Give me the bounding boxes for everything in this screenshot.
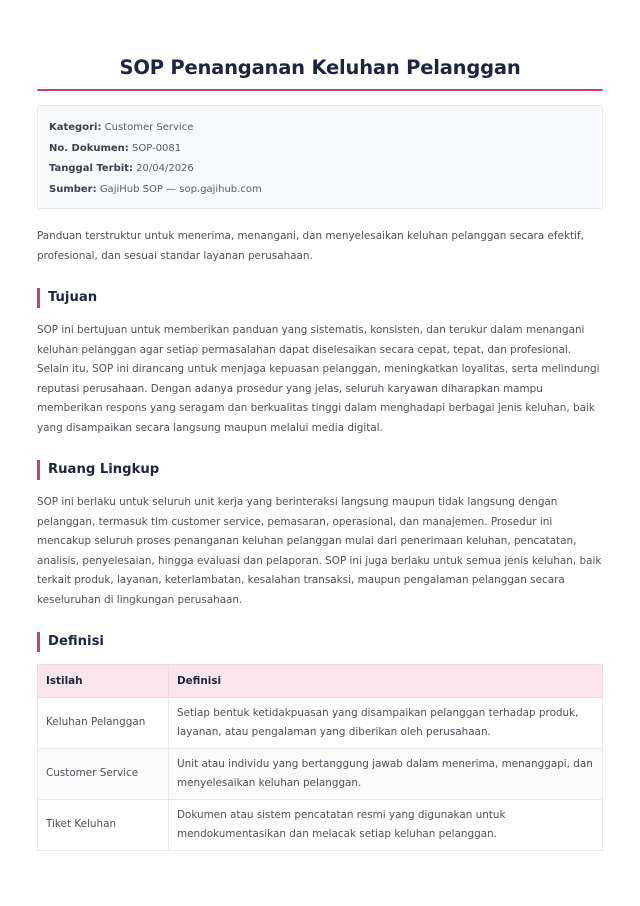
table-row [38,698,603,749]
definition-cell: Dokumen atau sistem pencatatan resmi yang digunakan untuk mendokumentasikan dan melacak setiap keluhan pelanggan. [169,800,603,851]
document-metadata [37,105,603,209]
page-title: SOP Penanganan Keluhan Pelanggan [119,56,521,79]
meta-value: 20/04/2026 [136,163,194,174]
intro-paragraph: Panduan terstruktur untuk menerima, menangani, dan menyelesaikan keluhan pelanggan secara efektif, profesional, dan sesuai standar layanan perusahaan. [37,230,584,262]
table-row [38,749,603,800]
term-cell: Tiket Keluhan [38,800,169,851]
meta-category [49,118,591,139]
section-body-tujuan: SOP ini bertujuan untuk memberikan panduan yang sistematis, konsisten, dan terukur dalam menangani keluhan pelanggan agar setiap permasalahan dapat diselesaikan secara cepat, tepat, dan profesional. Selain itu, SOP ini dirancang untuk menjaga kepuasan pelanggan, meningkatkan loyalitas, serta melindungi reputasi perusahaan. Dengan adanya prosedur yang jelas, seluruh karyawan diharapkan mampu memberikan respons yang seragam dan berkualitas tinggi dalam menghadapi berbagai jenis keluhan, baik yang disampaikan secara langsung maupun melalui media digital. [37,324,600,434]
column-header-term: Istilah [38,665,169,698]
meta-document-number [49,139,591,160]
definition-cell: Unit atau individu yang bertanggung jawab dalam menerima, menanggapi, dan menyelesaikan keluhan pelanggan. [169,749,603,800]
meta-label: Tanggal Terbit: [49,163,133,174]
definitions-table [37,664,603,851]
section-heading-definisi: Definisi [37,632,603,652]
section-heading-tujuan: Tujuan [37,288,603,308]
section-heading-ruang-lingkup: Ruang Lingkup [37,460,603,480]
meta-issue-date [49,159,591,180]
definition-cell: Setiap bentuk ketidakpuasan yang disampaikan pelanggan terhadap produk, layanan, atau pengalaman yang diberikan oleh perusahaan. [169,698,603,749]
meta-source [49,180,591,201]
meta-label: Kategori: [49,122,102,133]
title-divider [37,89,603,91]
term-cell: Customer Service [38,749,169,800]
table-row [38,800,603,851]
meta-label: Sumber: [49,183,97,195]
meta-value: Customer Service [104,122,194,133]
table-header-row [38,665,603,698]
meta-value: SOP-0081 [131,142,182,154]
meta-value: GajiHub SOP — sop.gajihub.com [99,183,262,195]
column-header-definition: Definisi [169,665,603,698]
term-cell: Keluhan Pelanggan [38,698,169,749]
meta-label: No. Dokumen: [49,142,129,154]
section-body-ruang-lingkup: SOP ini berlaku untuk seluruh unit kerja yang berinteraksi langsung maupun tidak langsung dengan pelanggan, termasuk tim customer service, pemasaran, operasional, dan manajemen. Prosedur ini mencakup seluruh proses penanganan keluhan pelanggan mulai dari penerimaan keluhan, pencatatan, analisis, penyelesaian, hingga evaluasi dan pelaporan. SOP ini juga berlaku untuk semua jenis keluhan, baik terkait produk, layanan, keterlambatan, kesalahan transaksi, maupun pengalaman pelanggan secara keseluruhan di lingkungan perusahaan. [37,496,602,606]
